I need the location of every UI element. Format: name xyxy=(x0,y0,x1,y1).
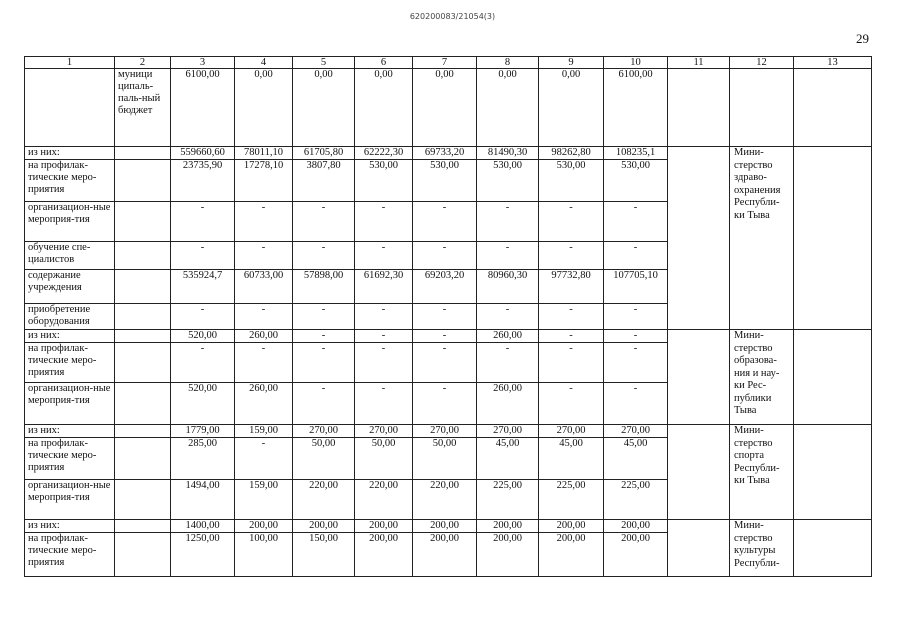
value-cell: 225,00 xyxy=(477,480,539,520)
value-cell: - xyxy=(293,343,355,383)
column-number: 8 xyxy=(477,57,539,69)
value-cell: 530,00 xyxy=(355,160,413,202)
value-cell: - xyxy=(293,242,355,270)
table-cell xyxy=(115,383,171,425)
table-cell xyxy=(794,425,872,520)
value-cell: 1250,00 xyxy=(171,533,235,577)
value-cell: 0,00 xyxy=(477,69,539,147)
table-cell xyxy=(115,242,171,270)
row-label: из них: xyxy=(25,147,115,160)
value-cell: 6100,00 xyxy=(604,69,668,147)
ministry-name: Мини-стерство образова-ния и нау-ки Рес-публики Тыва xyxy=(730,330,794,425)
value-cell: 50,00 xyxy=(413,438,477,480)
value-cell: 220,00 xyxy=(413,480,477,520)
value-cell: 45,00 xyxy=(477,438,539,480)
row-label: организацион-ные мероприя-тия xyxy=(25,383,115,425)
value-cell: 220,00 xyxy=(293,480,355,520)
value-cell: - xyxy=(413,304,477,330)
value-cell: 1494,00 xyxy=(171,480,235,520)
row-label: обучение спе-циалистов xyxy=(25,242,115,270)
value-cell: - xyxy=(355,304,413,330)
table-cell xyxy=(115,304,171,330)
ministry-name: Мини-стерство здраво-охранения Республи-ки Тыва xyxy=(730,147,794,330)
value-cell: 57898,00 xyxy=(293,270,355,304)
value-cell: - xyxy=(355,330,413,343)
table-cell xyxy=(668,520,730,577)
value-cell: 78011,10 xyxy=(235,147,293,160)
value-cell: - xyxy=(539,343,604,383)
value-cell: 69733,20 xyxy=(413,147,477,160)
value-cell: - xyxy=(235,304,293,330)
value-cell: - xyxy=(171,304,235,330)
value-cell: - xyxy=(477,343,539,383)
table-cell xyxy=(794,147,872,330)
table-cell xyxy=(115,480,171,520)
value-cell: 260,00 xyxy=(477,330,539,343)
table-cell xyxy=(115,147,171,160)
value-cell: 520,00 xyxy=(171,383,235,425)
value-cell: - xyxy=(539,330,604,343)
value-cell: 270,00 xyxy=(539,425,604,438)
value-cell: 530,00 xyxy=(539,160,604,202)
table-cell xyxy=(668,330,730,425)
table-cell xyxy=(115,330,171,343)
value-cell: 1400,00 xyxy=(171,520,235,533)
column-number: 9 xyxy=(539,57,604,69)
value-cell: - xyxy=(171,343,235,383)
value-cell: 200,00 xyxy=(235,520,293,533)
budget-table xyxy=(24,56,872,577)
column-number: 1 xyxy=(25,57,115,69)
table-cell xyxy=(115,343,171,383)
value-cell: 200,00 xyxy=(539,520,604,533)
value-cell: - xyxy=(604,242,668,270)
value-cell: 270,00 xyxy=(477,425,539,438)
document-id: 620200083/21054(3) xyxy=(409,12,496,21)
value-cell: 17278,10 xyxy=(235,160,293,202)
value-cell: 80960,30 xyxy=(477,270,539,304)
row-label: из них: xyxy=(25,330,115,343)
table-cell xyxy=(115,425,171,438)
value-cell: - xyxy=(539,304,604,330)
value-cell: - xyxy=(235,242,293,270)
value-cell: 530,00 xyxy=(413,160,477,202)
value-cell: - xyxy=(604,304,668,330)
value-cell: 23735,90 xyxy=(171,160,235,202)
table-row xyxy=(25,330,872,343)
value-cell: - xyxy=(235,202,293,242)
value-cell: - xyxy=(355,242,413,270)
value-cell: - xyxy=(477,304,539,330)
value-cell: 270,00 xyxy=(355,425,413,438)
value-cell: - xyxy=(477,202,539,242)
value-cell: - xyxy=(413,343,477,383)
value-cell: - xyxy=(235,343,293,383)
row-label: на профилак-тические меро-приятия xyxy=(25,343,115,383)
value-cell: 530,00 xyxy=(604,160,668,202)
value-cell: 62222,30 xyxy=(355,147,413,160)
value-cell: 81490,30 xyxy=(477,147,539,160)
value-cell: - xyxy=(413,383,477,425)
value-cell: - xyxy=(293,383,355,425)
row-label: организацион-ные мероприя-тия xyxy=(25,480,115,520)
column-number: 11 xyxy=(668,57,730,69)
value-cell: 520,00 xyxy=(171,330,235,343)
table-cell xyxy=(115,202,171,242)
value-cell: - xyxy=(293,202,355,242)
column-number: 3 xyxy=(171,57,235,69)
value-cell: 200,00 xyxy=(355,533,413,577)
value-cell: 159,00 xyxy=(235,425,293,438)
value-cell: - xyxy=(171,202,235,242)
value-cell: 60733,00 xyxy=(235,270,293,304)
table-cell xyxy=(730,69,794,147)
table-cell xyxy=(115,533,171,577)
value-cell: 107705,10 xyxy=(604,270,668,304)
ministry-name: Мини-стерство культуры Республи- xyxy=(730,520,794,577)
table-cell xyxy=(668,425,730,520)
value-cell: 159,00 xyxy=(235,480,293,520)
value-cell: 108235,1 xyxy=(604,147,668,160)
value-cell: 150,00 xyxy=(293,533,355,577)
value-cell: 98262,80 xyxy=(539,147,604,160)
value-cell: 200,00 xyxy=(604,520,668,533)
value-cell: 0,00 xyxy=(539,69,604,147)
value-cell: 200,00 xyxy=(355,520,413,533)
value-cell: 200,00 xyxy=(293,520,355,533)
value-cell: 97732,80 xyxy=(539,270,604,304)
row-label: приобретение оборудования xyxy=(25,304,115,330)
table-cell xyxy=(115,160,171,202)
table-cell xyxy=(668,147,730,330)
value-cell: - xyxy=(171,242,235,270)
budget-source-label: муници ципаль-паль-ный бюджет xyxy=(115,69,171,147)
value-cell: - xyxy=(413,242,477,270)
table-row xyxy=(25,520,872,533)
value-cell: 69203,20 xyxy=(413,270,477,304)
value-cell: 535924,7 xyxy=(171,270,235,304)
table-row xyxy=(25,425,872,438)
value-cell: 260,00 xyxy=(477,383,539,425)
value-cell: 200,00 xyxy=(539,533,604,577)
column-number: 10 xyxy=(604,57,668,69)
value-cell: 270,00 xyxy=(293,425,355,438)
table-cell xyxy=(115,438,171,480)
municipal-budget-row xyxy=(25,69,872,147)
value-cell: 270,00 xyxy=(604,425,668,438)
row-label: из них: xyxy=(25,425,115,438)
value-cell: - xyxy=(539,242,604,270)
value-cell: - xyxy=(604,383,668,425)
value-cell: 270,00 xyxy=(413,425,477,438)
column-number: 7 xyxy=(413,57,477,69)
value-cell: 200,00 xyxy=(477,520,539,533)
value-cell: 100,00 xyxy=(235,533,293,577)
ministry-name: Мини-стерство спорта Республи-ки Тыва xyxy=(730,425,794,520)
table-cell xyxy=(115,520,171,533)
row-label: на профилак-тические меро-приятия xyxy=(25,438,115,480)
value-cell: 220,00 xyxy=(355,480,413,520)
value-cell: 559660,60 xyxy=(171,147,235,160)
table-cell xyxy=(794,69,872,147)
value-cell: - xyxy=(293,330,355,343)
value-cell: 225,00 xyxy=(539,480,604,520)
value-cell: 260,00 xyxy=(235,330,293,343)
value-cell: 45,00 xyxy=(604,438,668,480)
value-cell: - xyxy=(355,343,413,383)
column-number: 4 xyxy=(235,57,293,69)
value-cell: - xyxy=(604,202,668,242)
column-number: 6 xyxy=(355,57,413,69)
value-cell: 0,00 xyxy=(235,69,293,147)
table-cell xyxy=(794,520,872,577)
value-cell: 285,00 xyxy=(171,438,235,480)
column-number: 5 xyxy=(293,57,355,69)
column-number: 13 xyxy=(794,57,872,69)
table-cell xyxy=(25,69,115,147)
value-cell: 200,00 xyxy=(604,533,668,577)
value-cell: 3807,80 xyxy=(293,160,355,202)
table-row xyxy=(25,147,872,160)
value-cell: - xyxy=(355,383,413,425)
value-cell: - xyxy=(293,304,355,330)
column-number: 12 xyxy=(730,57,794,69)
value-cell: 530,00 xyxy=(477,160,539,202)
value-cell: 200,00 xyxy=(413,520,477,533)
row-label: содержание учреждения xyxy=(25,270,115,304)
value-cell: 61692,30 xyxy=(355,270,413,304)
value-cell: 6100,00 xyxy=(171,69,235,147)
value-cell: 1779,00 xyxy=(171,425,235,438)
page-number: 29 xyxy=(856,31,869,46)
table-cell xyxy=(115,270,171,304)
row-label: на профилак-тические меро-приятия xyxy=(25,533,115,577)
value-cell: - xyxy=(477,242,539,270)
value-cell: - xyxy=(235,438,293,480)
value-cell: - xyxy=(604,343,668,383)
row-label: на профилак-тические меро-приятия xyxy=(25,160,115,202)
value-cell: 200,00 xyxy=(413,533,477,577)
value-cell: - xyxy=(413,330,477,343)
value-cell: 61705,80 xyxy=(293,147,355,160)
value-cell: - xyxy=(355,202,413,242)
value-cell: 200,00 xyxy=(477,533,539,577)
column-number-row xyxy=(25,57,872,69)
value-cell: - xyxy=(539,383,604,425)
table-cell xyxy=(794,330,872,425)
value-cell: 0,00 xyxy=(413,69,477,147)
value-cell: 260,00 xyxy=(235,383,293,425)
column-number: 2 xyxy=(115,57,171,69)
value-cell: - xyxy=(413,202,477,242)
value-cell: - xyxy=(604,330,668,343)
row-label: из них: xyxy=(25,520,115,533)
value-cell: 50,00 xyxy=(355,438,413,480)
value-cell: 50,00 xyxy=(293,438,355,480)
value-cell: - xyxy=(539,202,604,242)
table-cell xyxy=(668,69,730,147)
value-cell: 0,00 xyxy=(355,69,413,147)
value-cell: 0,00 xyxy=(293,69,355,147)
value-cell: 225,00 xyxy=(604,480,668,520)
row-label: организацион-ные мероприя-тия xyxy=(25,202,115,242)
value-cell: 45,00 xyxy=(539,438,604,480)
